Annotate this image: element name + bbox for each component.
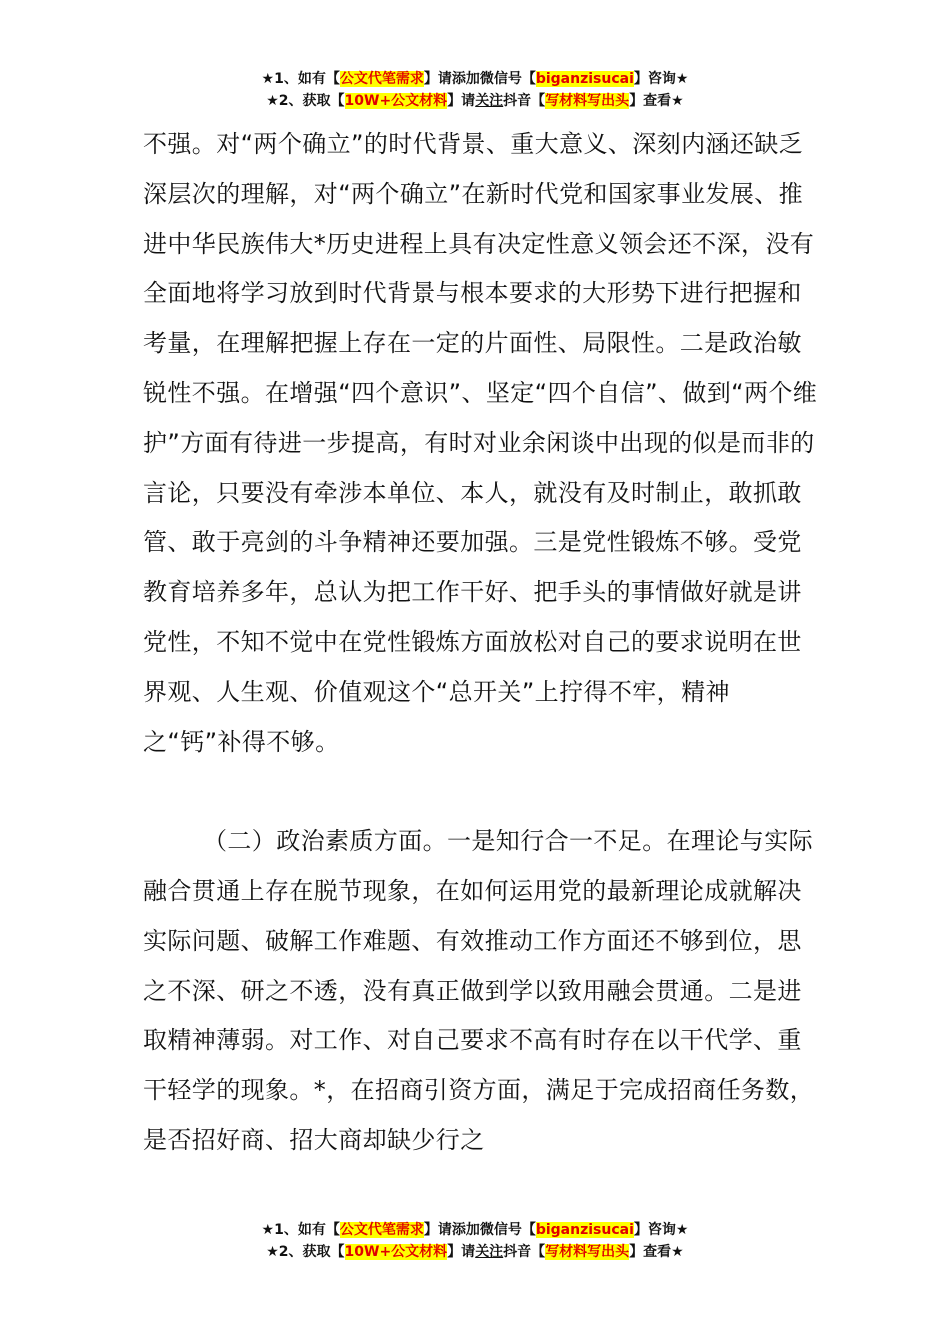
- footer-line-1: ★1、如有【公文代笔需求】请添加微信号【biganzisucai】咨询★: [261, 1222, 689, 1238]
- banner-line-2: ★2、获取【10W+公文材料】请关注抖音【写材料写出头】查看★: [266, 93, 684, 109]
- banner-highlight-douyin: 写材料写出头: [545, 93, 630, 109]
- footer-highlight-service: 公文代笔需求: [339, 1222, 424, 1238]
- paragraph-1: 不强。对“两个确立”的时代背景、重大意义、深刻内涵还缺乏深层次的理解，对“两个确立”在新时代党和国家事业发展、推进中华民族伟大*历史进程上具有决定性意义领会还不深，没有全面地将学习放到时代背景与根本要求的大形势下进行把握和考量，在理解把握上存在一定的片面性、局限性。二是政治敏锐性不强。在增强“四个意识”、坚定“四个自信”、做到“两个维护”方面有待进一步提高，有时对业余闲谈中出现的似是而非的言论，只要没有牵涉本单位、本人，就没有及时制止，敢抓敢管、敢于亮剑的斗争精神还要加强。三是党性锻炼不够。受党教育培养多年，总认为把工作干好、把手头的事情做好就是讲党性，不知不觉中在党性锻炼方面放松对自己的要求说明在世界观、人生观、价值观这个“总开关”上拧得不牢，精神之“钙”补得不够。: [143, 130, 818, 756]
- paragraph-2: （二）政治素质方面。一是知行合一不足。在理论与实际融合贯通上存在脱节现象，在如何运用党的最新理论成就解决实际问题、破解工作难题、有效推动工作方面还不够到位，思之不深、研之不透，没有真正做到学以致用融会贯通。二是进取精神薄弱。对工作、对自己要求不高有时存在以干代学、重干轻学的现象。*，在招商引资方面，满足于完成招商任务数，是否招好商、招大商却缺少行之: [143, 827, 815, 1154]
- banner-line-1: ★1、如有【公文代笔需求】请添加微信号【biganzisucai】咨询★: [261, 71, 689, 87]
- header-banner: [0, 68, 950, 112]
- footer-banner: [0, 1219, 950, 1263]
- document-body: [143, 120, 823, 1166]
- footer-highlight-wechat-id: biganzisucai: [535, 1222, 634, 1238]
- banner-highlight-materials: 10W+公文材料: [344, 93, 448, 109]
- banner-highlight-wechat-id: biganzisucai: [535, 71, 634, 87]
- banner-highlight-service: 公文代笔需求: [339, 71, 424, 87]
- footer-highlight-materials: 10W+公文材料: [344, 1244, 448, 1260]
- footer-line-2: ★2、获取【10W+公文材料】请关注抖音【写材料写出头】查看★: [266, 1244, 684, 1260]
- footer-highlight-douyin: 写材料写出头: [545, 1244, 630, 1260]
